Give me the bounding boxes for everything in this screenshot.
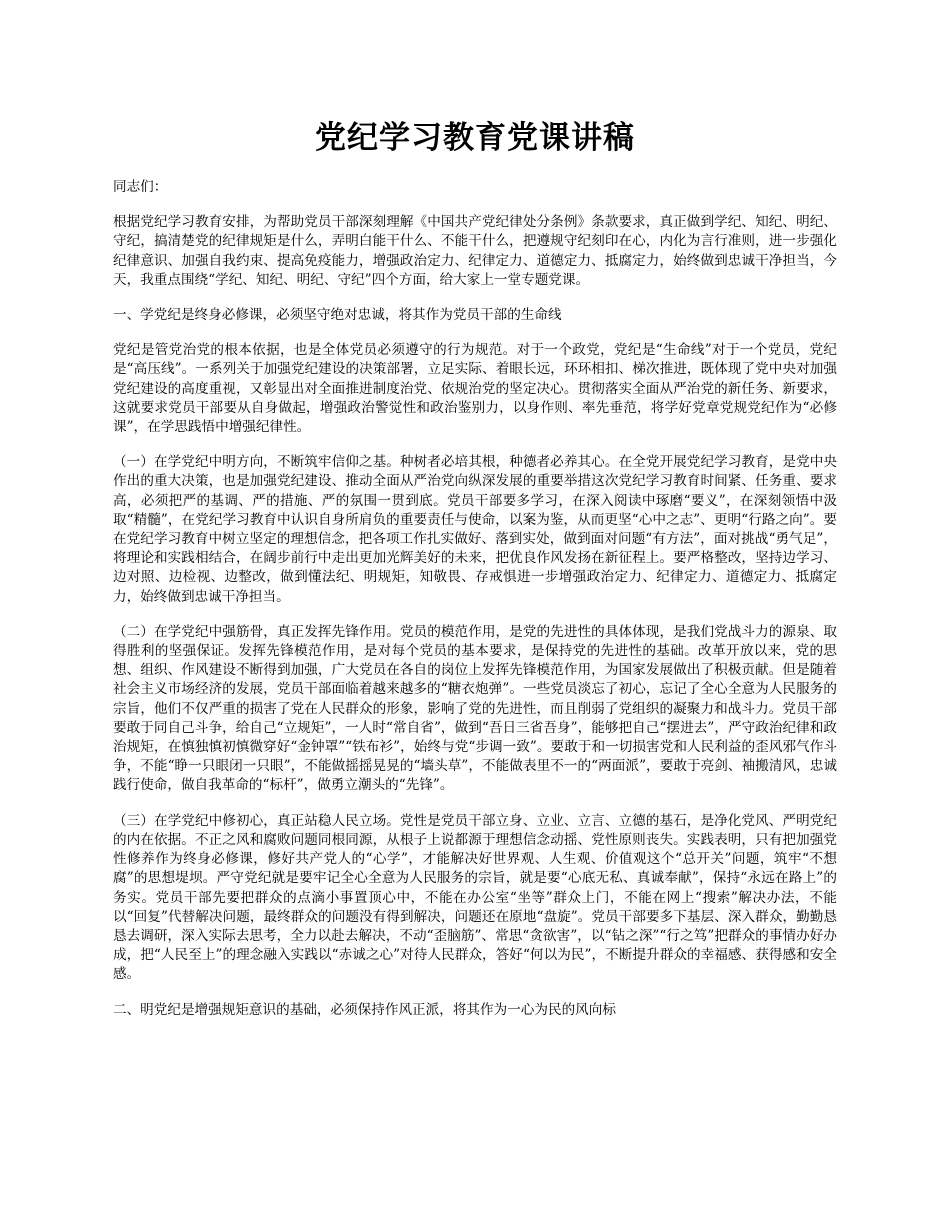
- document-body: [113, 178, 837, 1036]
- salutation: 同志们：: [113, 179, 168, 195]
- document-title: 党纪学习教育党课讲稿: [315, 120, 635, 156]
- section-heading-2: 二、明党纪是增强规矩意识的基础，必须保持作风正派，将其作为一心为民的风向标: [113, 1001, 616, 1018]
- subsection-1-paragraph: （一）在学党纪中明方向，不断筑牢信仰之基。种树者必培其根，种德者必养其心。在全党开展党纪学习教育，是党中央作出的重大决策，也是加强党纪建设、推动全面从严治党向纵深发展的重要举措这次党纪学习教育时间紧、任务重、要求高，必须把严的基调、严的措施、严的氛围一贯到底。党员干部要多学习，在深入阅读中琢磨“要义”，在深刻领悟中汲取“精髓”，在党纪学习教育中认识自身所肩负的重要责任与使命，以案为鉴，从而更坚“心中之志”、更明“行路之向”。要在党纪学习教育中树立坚定的理想信念，把各项工作扎实做好、落到实处，做到面对问题“有方法”，面对挑战“勇气足”，将理论和实践相结合，在阔步前行中走出更加光辉美好的未来，把优良作风发扬在新征程上。要严格整改，坚持边学习、边对照、边检视、边整改，做到懂法纪、明规矩，知敬畏、存戒惧进一步增强政治定力、纪律定力、道德定力、抵腐定力，始终做到忠诚干净担当。: [113, 454, 837, 605]
- section-heading-1: 一、学党纪是终身必修课，必须坚守绝对忠诚，将其作为党员干部的生命线: [113, 307, 562, 324]
- intro-paragraph: 根据党纪学习教育安排，为帮助党员干部深刻理解《中国共产党纪律处分条例》条款要求，真正做到学纪、知纪、明纪、守纪，搞清楚党的纪律规矩是什么，弄明白能干什么、不能干什么，把遵规守纪刻印在心，内化为言行准则，进一步强化纪律意识、加强自我约束、提高免疫能力，增强政治定力、纪律定力、道德定力、抵腐定力，始终做到忠诚干净担当，今天，我重点围绕“学纪、知纪、明纪、守纪”四个方面，给大家上一堂专题党课。: [113, 214, 837, 288]
- subsection-2-paragraph: （二）在学党纪中强筋骨，真正发挥先锋作用。党员的模范作用，是党的先进性的具体体现，是我们党战斗力的源泉、取得胜利的坚强保证。发挥先锋模范作用，是对每个党员的基本要求，是保持党的先进性的基础。改革开放以来，党的思想、组织、作风建设不断得到加强，广大党员在各自的岗位上发挥先锋模范作用，为国家发展做出了积极贡献。但是随着社会主义市场经济的发展，党员干部面临着越来越多的“糖衣炮弹”。一些党员淡忘了初心，忘记了全心全意为人民服务的宗旨，他们不仅严重的损害了党在人民群众的形象，影响了党的先进性，而且削弱了党组织的凝聚力和战斗力。党员干部要敢于同自己斗争，给自己“立规矩”，一人时“常自省”，做到“吾日三省吾身”，能够把自己“摆进去”，严守政治纪律和政治规矩，在慎独慎初慎微穿好“金钟罩”“铁布衫”，始终与党“步调一致”。要敢于和一切损害党和人民利益的歪风邪气作斗争，不能“睁一只眼闭一只眼”，不能做摇摇晃晃的“墙头草”，不能做表里不一的“两面派”，要敢于亮剑、袖搬清风，忠诚践行使命，做自我革命的“标杆”，做勇立潮头的“先锋”。: [113, 623, 837, 794]
- subsection-3-paragraph: （三）在学党纪中修初心，真正站稳人民立场。党性是党员干部立身、立业、立言、立德的基石，是净化党风、严明党纪的内在依据。不正之风和腐败问题同根同源，从根子上说都源于理想信念动摇、党性原则丧失。实践表明，只有把加强党性修养作为终身必修课，修好共产党人的“心学”，才能解决好世界观、人生观、价值观这个“总开关”问题，筑牢“不想腐”的思想堤坝。严守党纪就是要牢记全心全意为人民服务的宗旨，就是要“心底无私、真诚奉献”，保持“永远在路上”的务实。党员干部先要把群众的点滴小事置顶心中，不能在办公室“坐等”群众上门，不能在网上“搜索”解决办法，不能以“回复”代替解决问题，最终群众的问题没有得到解决，问题还在原地“盘旋”。党员干部要多下基层、深入群众，勤勤恳恳去调研，深入实际去思考，全力以赴去解决，不动“歪脑筋”、常思“贪欲害”，以“钻之深”“行之笃”把群众的事情办好办成，把“人民至上”的理念融入实践以“赤诚之心”对待人民群众，答好“何以为民”，不断提升群众的幸福感、获得感和安全感。: [113, 812, 837, 983]
- section-1-intro-paragraph: 党纪是管党治党的根本依据，也是全体党员必须遵守的行为规范。对于一个政党，党纪是“生命线”对于一个党员，党纪是“高压线”。一系列关于加强党纪建设的决策部署，立足实际、着眼长远，环环相扣、梯次推进，既体现了党中央对加强党纪建设的高度重视，又彰显出对全面推进制度治党、依规治党的坚定决心。贯彻落实全面从严治党的新任务、新要求，这就要求党员干部要从自身做起，增强政治警觉性和政治鉴别力，以身作则、率先垂范，将学好党章党规党纪作为“必修课”，在学思践悟中增强纪律性。: [113, 342, 837, 436]
